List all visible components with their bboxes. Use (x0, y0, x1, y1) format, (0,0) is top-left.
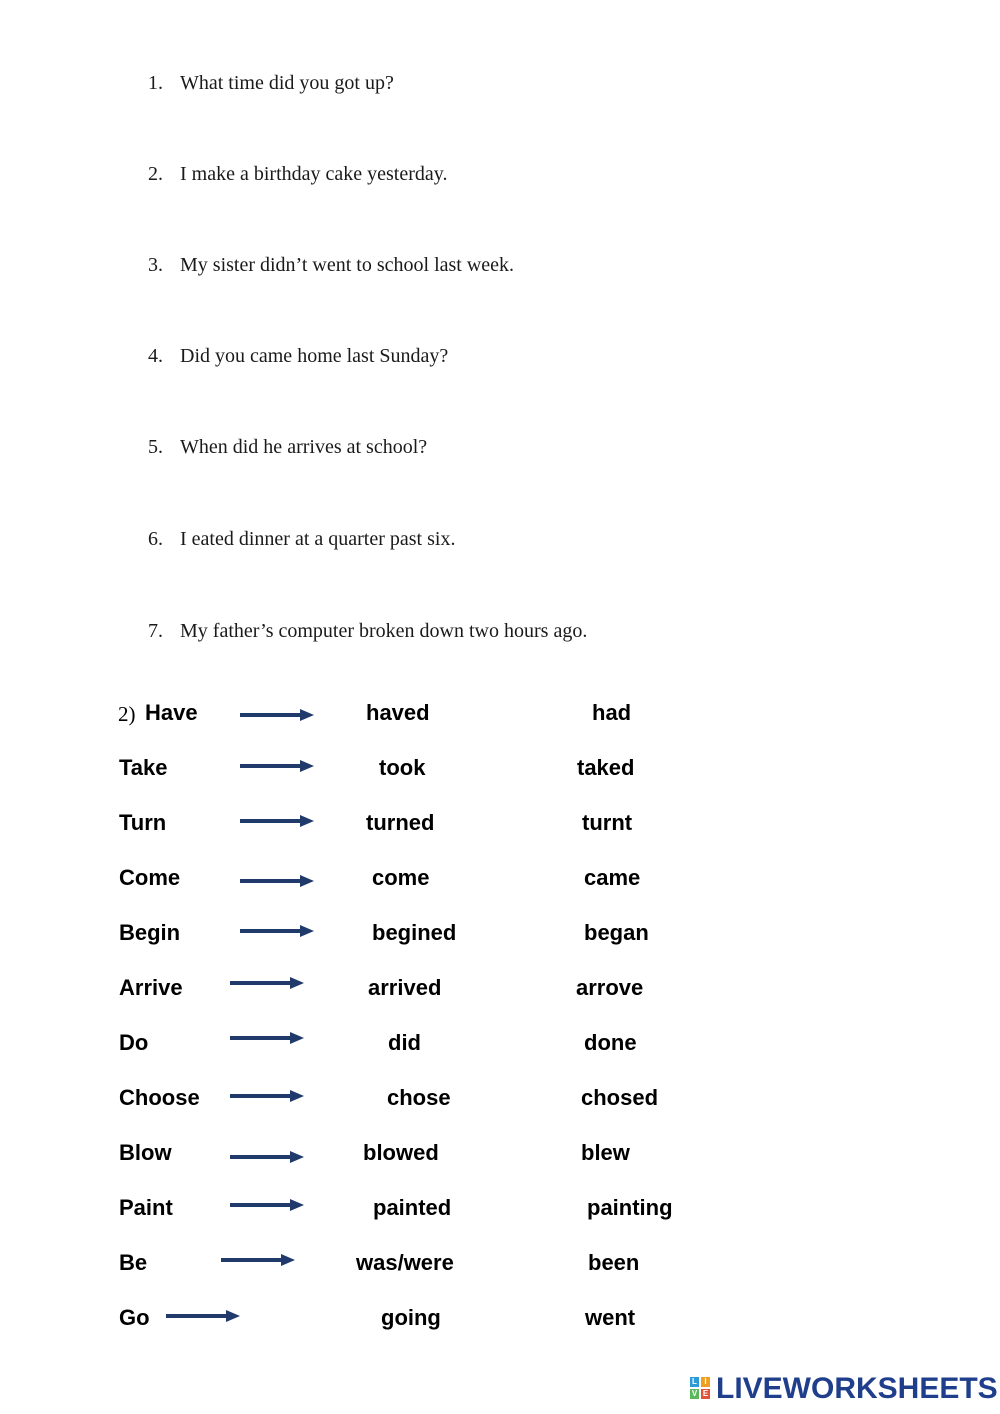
verb-row (0, 700, 1000, 740)
verb-option-2: went (585, 1305, 636, 1330)
verb-option-2: taked (577, 755, 635, 780)
verb-base: Turn (119, 810, 167, 835)
verb-option-1: took (379, 755, 426, 780)
arrow-right-icon (228, 1197, 306, 1213)
arrow-right-icon (238, 707, 316, 723)
verb-option-1: arrived (368, 975, 442, 1000)
verb-base: Have (145, 700, 198, 725)
verb-option-2: been (588, 1250, 640, 1275)
sentence-2: 2. I make a birthday cake yesterday. (148, 163, 448, 185)
verb-option-1: haved (366, 700, 430, 725)
verb-base: Arrive (119, 975, 183, 1000)
verb-option-2: turnt (582, 810, 633, 835)
verb-base: Come (119, 865, 181, 890)
verb-base: Paint (119, 1195, 173, 1220)
sentence-7: 7. My father’s computer broken down two hours ago. (148, 620, 588, 642)
verb-base: Be (119, 1250, 148, 1275)
verb-option-2: came (584, 865, 641, 890)
verb-option-2: had (592, 700, 632, 725)
arrow-right-icon (228, 1149, 306, 1165)
verb-option-1: come (372, 865, 430, 890)
arrow-right-icon (238, 923, 316, 939)
arrow-right-icon (238, 873, 316, 889)
verb-option-1: blowed (363, 1140, 439, 1165)
verb-option-1: painted (373, 1195, 452, 1220)
verb-option-1: chose (387, 1085, 451, 1110)
arrow-right-icon (228, 975, 306, 991)
verb-option-2: blew (581, 1140, 630, 1165)
verb-option-2: arrove (576, 975, 644, 1000)
liveworksheets-wordmark: LIVEWORKSHEETS (716, 1372, 998, 1405)
arrow-right-icon (238, 813, 316, 829)
verb-option-1: going (381, 1305, 441, 1330)
verb-option-1: turned (366, 810, 435, 835)
liveworksheets-logo (690, 1372, 998, 1408)
verb-option-2: painting (587, 1195, 673, 1220)
verb-option-1: did (388, 1030, 421, 1055)
verb-option-2: began (584, 920, 649, 945)
section-number: 2) (118, 702, 136, 726)
verb-row (0, 1250, 1000, 1290)
sentence-1: 1. What time did you got up? (148, 72, 394, 94)
sentence-4: 4. Did you came home last Sunday? (148, 345, 449, 367)
verb-base: Blow (119, 1140, 172, 1165)
verb-base: Begin (119, 920, 181, 945)
verb-option-1: was/were (356, 1250, 454, 1275)
verb-base: Do (119, 1030, 149, 1055)
arrow-right-icon (164, 1308, 242, 1324)
verb-row (0, 755, 1000, 795)
verb-row (0, 865, 1000, 905)
sentence-5: 5. When did he arrives at school? (148, 436, 428, 458)
verb-option-2: chosed (581, 1085, 659, 1110)
verb-row (0, 1140, 1000, 1180)
verb-base: Take (119, 755, 168, 780)
verb-base: Choose (119, 1085, 200, 1110)
verb-row (0, 810, 1000, 850)
arrow-right-icon (219, 1252, 297, 1268)
arrow-right-icon (238, 758, 316, 774)
verb-option-1: begined (372, 920, 457, 945)
sentence-3: 3. My sister didn’t went to school last week. (148, 254, 515, 276)
verb-row (0, 1195, 1000, 1235)
verb-row (0, 1030, 1000, 1070)
verb-row (0, 920, 1000, 960)
arrow-right-icon (228, 1088, 306, 1104)
verb-option-2: done (584, 1030, 637, 1055)
sentence-6: 6. I eated dinner at a quarter past six. (148, 528, 456, 550)
arrow-right-icon (228, 1030, 306, 1046)
verb-base: Go (119, 1305, 150, 1330)
liveworksheets-grid-icon: L I V E (691, 1377, 709, 1398)
verb-row (0, 1085, 1000, 1125)
verb-row (0, 1305, 1000, 1345)
verb-row (0, 975, 1000, 1015)
